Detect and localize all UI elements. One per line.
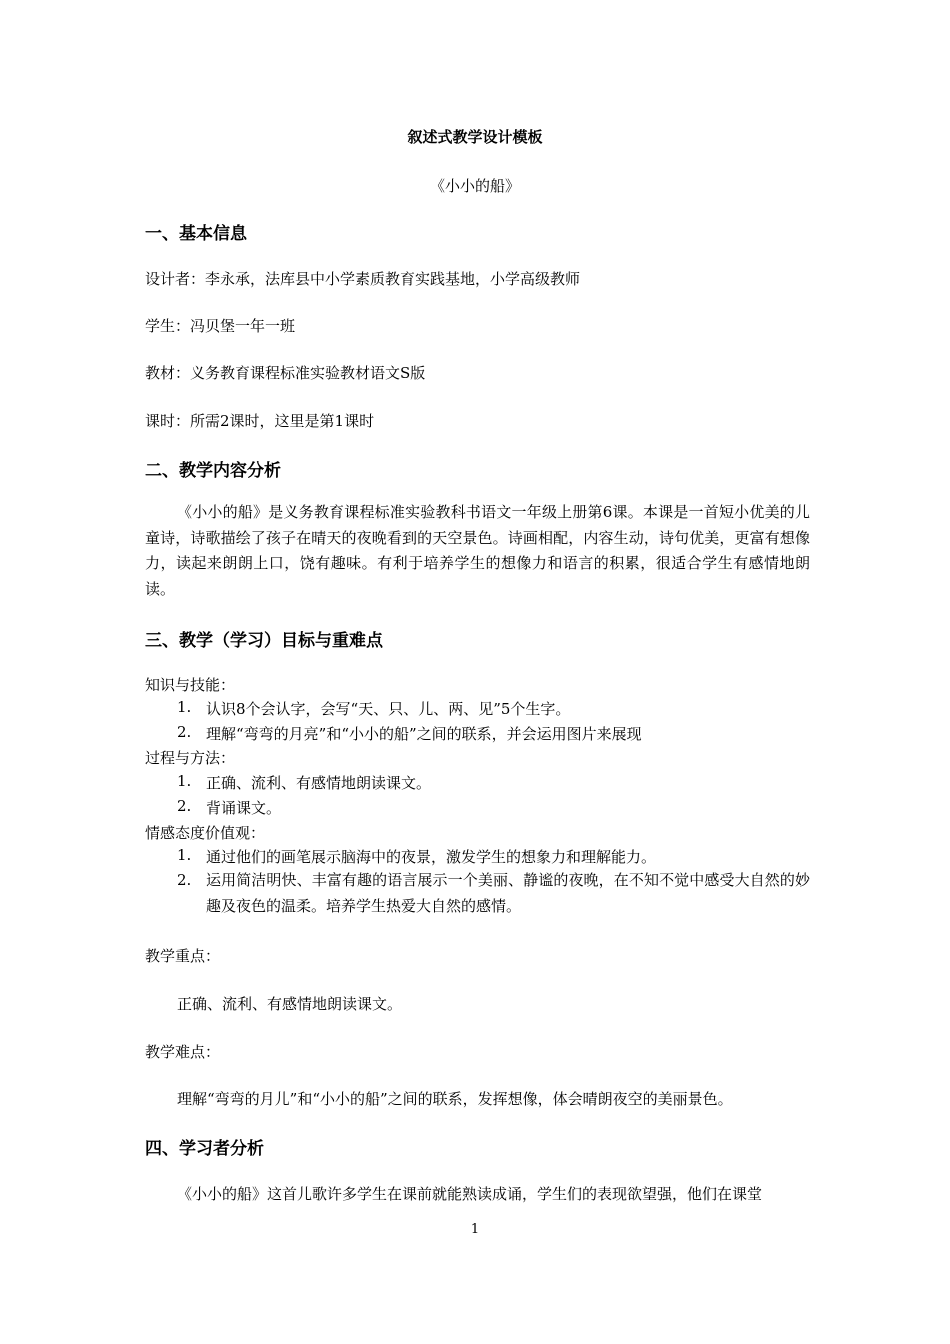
list-item: 认识8个会认字，会写“天、只、儿、两、见”5个生字。 bbox=[206, 700, 571, 718]
section-heading-objectives: 三、教学（学习）目标与重难点 bbox=[145, 631, 383, 651]
section-heading-learner-analysis: 四、学习者分析 bbox=[145, 1139, 264, 1159]
emotion-label: 情感态度价值观： bbox=[145, 824, 266, 842]
designer-line: 设计者：李永承，法库县中小学素质教育实践基地，小学高级教师 bbox=[145, 270, 581, 288]
list-item: 理解“弯弯的月亮”和“小小的船”之间的联系，并会运用图片来展现 bbox=[206, 725, 642, 743]
difficulty-label: 教学难点： bbox=[145, 1043, 221, 1061]
list-number: 2. bbox=[177, 871, 192, 889]
section-heading-content-analysis: 二、教学内容分析 bbox=[145, 461, 281, 481]
process-label: 过程与方法： bbox=[145, 749, 236, 767]
list-number: 2. bbox=[177, 723, 192, 741]
students-line: 学生：冯贝堡一年一班 bbox=[145, 317, 296, 335]
key-point-label: 教学重点： bbox=[145, 947, 221, 965]
section-heading-basic-info: 一、基本信息 bbox=[145, 224, 247, 244]
key-point-text: 正确、流利、有感情地朗读课文。 bbox=[177, 995, 403, 1013]
knowledge-label: 知识与技能： bbox=[145, 676, 236, 694]
difficulty-text: 理解“弯弯的月儿”和“小小的船”之间的联系，发挥想像，体会晴朗夜空的美丽景色。 bbox=[177, 1090, 733, 1108]
list-item: 背诵课文。 bbox=[206, 799, 282, 817]
list-item: 运用简洁明快、丰富有趣的语言展示一个美丽、静谧的夜晚，在不知不觉中感受大自然的妙趣及夜色的温柔。培养学生热爱大自然的感情。 bbox=[206, 871, 810, 915]
page-number: 1 bbox=[470, 1222, 480, 1237]
hours-line: 课时：所需2课时，这里是第1课时 bbox=[145, 412, 375, 430]
list-number: 1. bbox=[177, 698, 192, 716]
textbook-line: 教材：义务教育课程标准实验教材语文S版 bbox=[145, 364, 426, 382]
document-subtitle: 《小小的船》 bbox=[429, 177, 520, 195]
content-analysis-paragraph: 《小小的船》是义务教育课程标准实验教科书语文一年级上册第6课。本课是一首短小优美的儿童诗，诗歌描绘了孩子在晴天的夜晚看到的天空景色。诗画相配，内容生动，诗句优美，更富有想像力，读起来朗朗上口，饶有趣味。有利于培养学生的想像力和语言的积累，很适合学生有感情地朗读。 bbox=[145, 503, 810, 598]
list-number: 1. bbox=[177, 772, 192, 790]
list-number: 1. bbox=[177, 846, 192, 864]
list-item: 正确、流利、有感情地朗读课文。 bbox=[206, 774, 432, 792]
list-number: 2. bbox=[177, 797, 192, 815]
document-title: 叙述式教学设计模板 bbox=[407, 128, 543, 146]
learner-analysis-paragraph: 《小小的船》这首儿歌许多学生在课前就能熟读成诵，学生们的表现欲望强，他们在课堂 bbox=[177, 1185, 763, 1203]
list-item: 通过他们的画笔展示脑海中的夜景，激发学生的想象力和理解能力。 bbox=[206, 848, 657, 866]
